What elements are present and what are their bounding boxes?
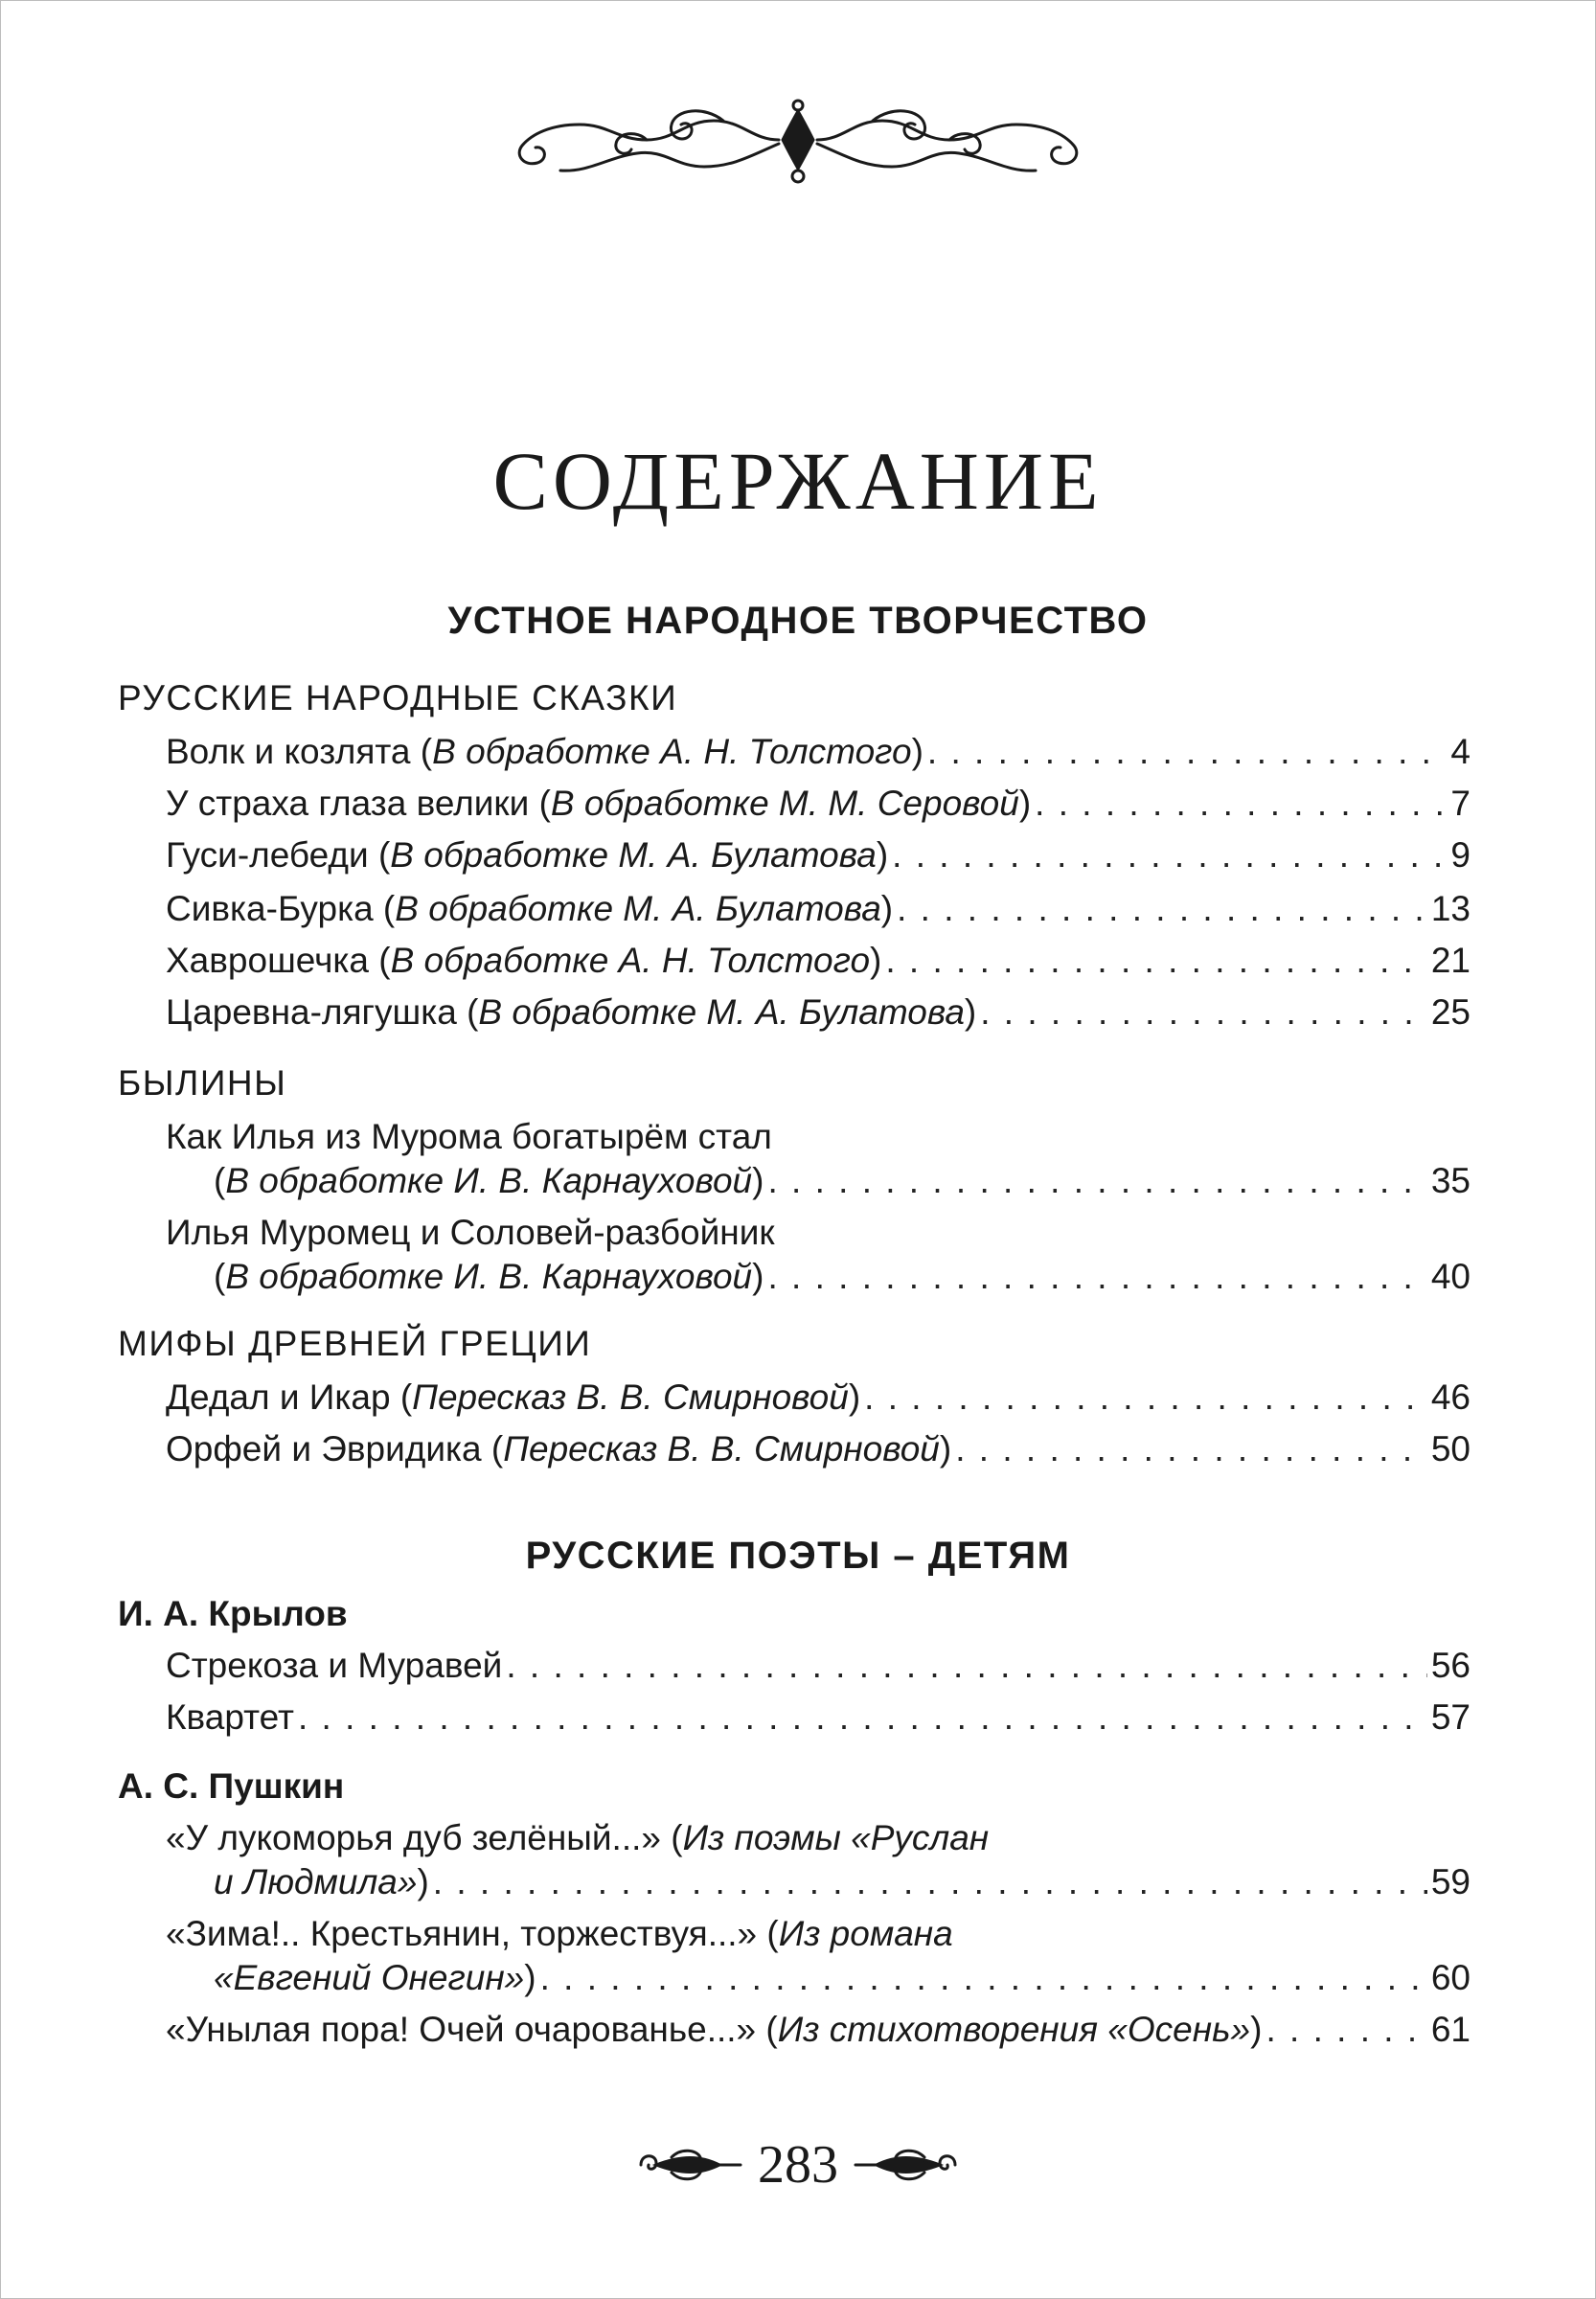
entry-title: «Унылая пора! Очей очарованье...» (Из стихотворения «Осень») <box>166 2010 1263 2049</box>
toc-entry-title-line[interactable]: Как Илья из Мурома богатырём стал <box>166 1117 772 1156</box>
decorative-flourish-icon <box>503 96 1093 192</box>
toc-entry[interactable] <box>166 732 1471 772</box>
toc-entry-title-line[interactable]: Илья Муромец и Соловей-разбойник <box>166 1213 775 1252</box>
dot-leader <box>767 1161 1426 1201</box>
entry-page-number: 13 <box>1430 889 1471 928</box>
dot-leader <box>767 1257 1426 1297</box>
dot-leader <box>927 732 1448 772</box>
toc-entry[interactable] <box>166 835 1471 876</box>
toc-entry-title-line[interactable]: «Зима!.. Крестьянин, торжествуя...» (Из романа <box>166 1914 953 1953</box>
dot-leader <box>506 1646 1427 1686</box>
page-footer <box>0 2127 1596 2203</box>
entry-page-number: 40 <box>1430 1257 1471 1296</box>
category-byliny: БЫЛИНЫ <box>118 1063 287 1103</box>
entry-title: Волк и козлята (В обработке А. Н. Толстого) <box>166 732 923 771</box>
toc-entry[interactable] <box>214 1862 1471 1902</box>
dot-leader <box>955 1429 1427 1469</box>
flourish-right-icon <box>848 2146 963 2184</box>
entry-page-number: 7 <box>1450 784 1471 823</box>
dot-leader <box>1265 2010 1426 2050</box>
toc-entry[interactable] <box>166 784 1471 824</box>
page-number: 283 <box>758 2135 838 2195</box>
dot-leader <box>433 1862 1427 1902</box>
dot-leader <box>980 992 1427 1033</box>
entry-note: и Людмила») <box>214 1862 429 1901</box>
toc-entry[interactable] <box>166 889 1471 929</box>
entry-page-number: 21 <box>1430 941 1471 980</box>
entry-page-number: 56 <box>1430 1646 1471 1685</box>
entry-title: Орфей и Эвридика (Пересказ В. В. Смирновой) <box>166 1429 952 1468</box>
section-heading-poets: РУССКИЕ ПОЭТЫ – ДЕТЯМ <box>525 1535 1071 1577</box>
toc-entry[interactable] <box>214 1257 1471 1297</box>
entry-note: «Евгений Онегин») <box>214 1958 536 1997</box>
dot-leader <box>298 1697 1427 1738</box>
toc-entry[interactable] <box>214 1161 1471 1201</box>
category-greek-myths: МИФЫ ДРЕВНЕЙ ГРЕЦИИ <box>118 1324 592 1363</box>
author-krylov: И. А. Крылов <box>118 1594 348 1633</box>
entry-title: Гуси-лебеди (В обработке М. А. Булатова) <box>166 835 889 875</box>
toc-entry[interactable] <box>166 1646 1471 1686</box>
entry-page-number: 59 <box>1430 1862 1471 1901</box>
entry-page-number: 57 <box>1430 1697 1471 1737</box>
entry-title: Дедал и Икар (Пересказ В. В. Смирновой) <box>166 1377 861 1417</box>
entry-page-number: 46 <box>1430 1377 1471 1417</box>
dot-leader <box>897 889 1427 929</box>
entry-page-number: 4 <box>1450 732 1471 771</box>
entry-page-number: 35 <box>1430 1161 1471 1200</box>
entry-title: Сивка-Бурка (В обработке М. А. Булатова) <box>166 889 894 928</box>
entry-page-number: 60 <box>1430 1958 1471 1997</box>
toc-entry[interactable] <box>214 1958 1471 1998</box>
toc-entry[interactable] <box>166 1697 1471 1738</box>
dot-leader <box>540 1958 1427 1998</box>
entry-title: Хаврошечка (В обработке А. Н. Толстого) <box>166 941 882 980</box>
flourish-left-icon <box>633 2146 748 2184</box>
toc-entry-title-line[interactable]: «У лукоморья дуб зелёный...» (Из поэмы «Руслан <box>166 1818 990 1857</box>
entry-note: (В обработке И. В. Карнауховой) <box>214 1257 764 1296</box>
entry-page-number: 9 <box>1450 835 1471 875</box>
dot-leader <box>864 1377 1427 1418</box>
entry-page-number: 50 <box>1430 1429 1471 1468</box>
dot-leader <box>892 835 1447 876</box>
dot-leader <box>885 941 1426 981</box>
toc-entry[interactable] <box>166 1377 1471 1418</box>
page-title: СОДЕРЖАНИЕ <box>492 435 1104 527</box>
entry-title: Квартет <box>166 1697 294 1737</box>
entry-page-number: 25 <box>1430 992 1471 1032</box>
toc-entry[interactable] <box>166 992 1471 1033</box>
author-pushkin: А. С. Пушкин <box>118 1766 345 1806</box>
section-heading-folk: УСТНОЕ НАРОДНОЕ ТВОРЧЕСТВО <box>447 600 1149 642</box>
entry-page-number: 61 <box>1430 2010 1471 2049</box>
entry-title: У страха глаза велики (В обработке М. М. Серовой) <box>166 784 1032 823</box>
dot-leader <box>1035 784 1447 824</box>
entry-title: Царевна-лягушка (В обработке М. А. Булатова) <box>166 992 977 1032</box>
entry-note: (В обработке И. В. Карнауховой) <box>214 1161 764 1200</box>
entry-title: Стрекоза и Муравей <box>166 1646 503 1685</box>
toc-entry[interactable] <box>166 2010 1471 2050</box>
category-russian-fairy-tales: РУССКИЕ НАРОДНЫЕ СКАЗКИ <box>118 678 678 717</box>
toc-entry[interactable] <box>166 1429 1471 1469</box>
toc-entry[interactable] <box>166 941 1471 981</box>
